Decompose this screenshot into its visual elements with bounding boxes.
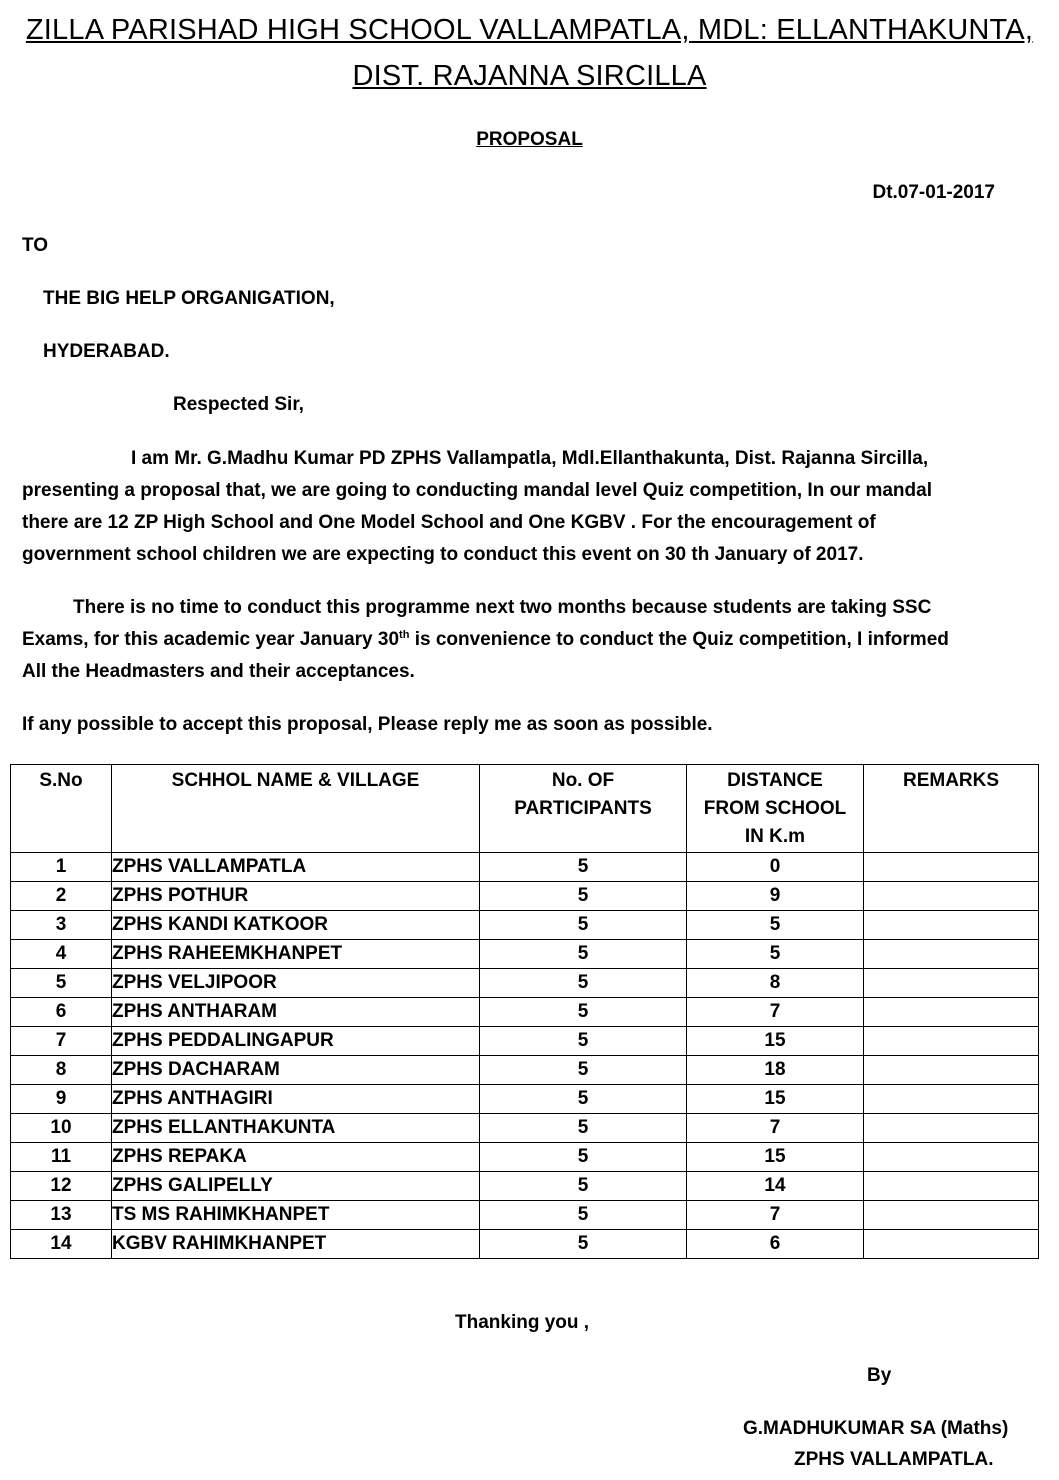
table-row — [11, 1114, 1039, 1143]
cell-remarks — [864, 1056, 1039, 1085]
paragraph-2-line — [22, 624, 1022, 656]
cell-remarks — [864, 969, 1039, 998]
cell-remarks — [864, 853, 1039, 882]
cell-participants: 5 — [480, 998, 687, 1027]
cell-school: ZPHS ANTHAGIRI — [112, 1085, 480, 1114]
table-row — [11, 853, 1039, 882]
cell-participants: 5 — [480, 853, 687, 882]
cell-distance: 15 — [687, 1085, 864, 1114]
cell-participants: 5 — [480, 1230, 687, 1259]
table-row — [11, 1230, 1039, 1259]
cell-sno: 10 — [11, 1114, 112, 1143]
cell-sno: 9 — [11, 1085, 112, 1114]
closing-thanks: Thanking you , — [455, 1312, 590, 1333]
cell-school: ZPHS VELJIPOOR — [112, 969, 480, 998]
table-row — [11, 1056, 1039, 1085]
cell-sno: 8 — [11, 1056, 112, 1085]
cell-sno: 3 — [11, 911, 112, 940]
address-organisation: THE BIG HELP ORGANIGATION, — [43, 288, 335, 309]
cell-sno: 4 — [11, 940, 112, 969]
cell-sno: 12 — [11, 1172, 112, 1201]
schools-table — [10, 764, 1039, 1259]
paragraph-1-line: I am Mr. G.Madhu Kumar PD ZPHS Vallampatla, Mdl.Ellanthakunta, Dist. Rajanna Sircilla, — [131, 448, 929, 469]
cell-participants: 5 — [480, 969, 687, 998]
cell-remarks — [864, 1027, 1039, 1056]
cell-distance: 0 — [687, 853, 864, 882]
table-row — [11, 1143, 1039, 1172]
cell-school: ZPHS VALLAMPATLA — [112, 853, 480, 882]
cell-sno: 14 — [11, 1230, 112, 1259]
cell-remarks — [864, 911, 1039, 940]
table-row — [11, 969, 1039, 998]
paragraph-2-text: is convenience to conduct the Quiz competition, I informed — [409, 629, 949, 650]
cell-school: TS MS RAHIMKHANPET — [112, 1201, 480, 1230]
paragraph-1-line: government school children we are expecting to conduct this event on 30 th January of 2017. — [22, 544, 864, 565]
table-row — [11, 911, 1039, 940]
cell-remarks — [864, 940, 1039, 969]
cell-distance: 5 — [687, 940, 864, 969]
cell-distance: 7 — [687, 1114, 864, 1143]
table-row — [11, 1027, 1039, 1056]
cell-remarks — [864, 998, 1039, 1027]
cell-school: ZPHS GALIPELLY — [112, 1172, 480, 1201]
address-to: TO — [22, 235, 49, 256]
cell-distance: 15 — [687, 1027, 864, 1056]
cell-distance: 8 — [687, 969, 864, 998]
cell-sno: 1 — [11, 853, 112, 882]
cell-remarks — [864, 882, 1039, 911]
header-sno: S.No — [11, 765, 112, 853]
cell-remarks — [864, 1085, 1039, 1114]
table-row — [11, 1172, 1039, 1201]
district-heading: DIST. RAJANNA SIRCILLA — [352, 60, 707, 92]
cell-participants: 5 — [480, 1172, 687, 1201]
paragraph-1-line: there are 12 ZP High School and One Model School and One KGBV . For the encouragement of — [22, 512, 876, 533]
cell-distance: 5 — [687, 911, 864, 940]
cell-school: ZPHS POTHUR — [112, 882, 480, 911]
cell-distance: 18 — [687, 1056, 864, 1085]
table-row — [11, 998, 1039, 1027]
header-school-name: SCHHOL NAME & VILLAGE — [112, 765, 480, 853]
cell-school: KGBV RAHIMKHANPET — [112, 1230, 480, 1259]
signatory-school: ZPHS VALLAMPATLA. — [794, 1449, 994, 1470]
cell-school: ZPHS PEDDALINGAPUR — [112, 1027, 480, 1056]
document-title: PROPOSAL — [476, 129, 583, 150]
cell-distance: 7 — [687, 998, 864, 1027]
body-paragraph-3: If any possible to accept this proposal, Please reply me as soon as possible. — [22, 714, 713, 735]
cell-distance: 6 — [687, 1230, 864, 1259]
cell-participants: 5 — [480, 1027, 687, 1056]
ordinal-suffix: th — [399, 629, 410, 641]
paragraph-2-line: All the Headmasters and their acceptances. — [22, 661, 415, 682]
paragraph-2-line: There is no time to conduct this programme next two months because students are taking SSC — [73, 597, 932, 618]
body-paragraph-2 — [22, 592, 1022, 688]
cell-participants: 5 — [480, 1114, 687, 1143]
cell-sno: 13 — [11, 1201, 112, 1230]
cell-school: ZPHS DACHARAM — [112, 1056, 480, 1085]
cell-participants: 5 — [480, 1143, 687, 1172]
cell-distance: 14 — [687, 1172, 864, 1201]
cell-distance: 15 — [687, 1143, 864, 1172]
cell-sno: 11 — [11, 1143, 112, 1172]
cell-school: ZPHS ANTHARAM — [112, 998, 480, 1027]
school-name-heading: ZILLA PARISHAD HIGH SCHOOL VALLAMPATLA, MDL: ELLANTHAKUNTA, — [25, 14, 1034, 46]
cell-sno: 5 — [11, 969, 112, 998]
table-row — [11, 940, 1039, 969]
cell-remarks — [864, 1172, 1039, 1201]
cell-participants: 5 — [480, 911, 687, 940]
cell-remarks — [864, 1143, 1039, 1172]
table-row — [11, 1201, 1039, 1230]
header-participants: No. OF PARTICIPANTS — [480, 765, 687, 853]
table-row — [11, 882, 1039, 911]
closing-by: By — [867, 1365, 892, 1386]
header-remarks: REMARKS — [864, 765, 1039, 853]
cell-remarks — [864, 1114, 1039, 1143]
cell-participants: 5 — [480, 1056, 687, 1085]
cell-participants: 5 — [480, 1085, 687, 1114]
cell-distance: 9 — [687, 882, 864, 911]
cell-distance: 7 — [687, 1201, 864, 1230]
cell-school: ZPHS REPAKA — [112, 1143, 480, 1172]
header-distance: DISTANCE FROM SCHOOL IN K.m — [687, 765, 864, 853]
cell-school: ZPHS KANDI KATKOOR — [112, 911, 480, 940]
salutation: Respected Sir, — [173, 394, 304, 415]
cell-sno: 6 — [11, 998, 112, 1027]
cell-participants: 5 — [480, 940, 687, 969]
address-city: HYDERABAD. — [43, 341, 170, 362]
paragraph-2-text: Exams, for this academic year January 30 — [22, 629, 400, 650]
document-date: Dt.07-01-2017 — [872, 182, 995, 203]
cell-school: ZPHS ELLANTHAKUNTA — [112, 1114, 480, 1143]
cell-remarks — [864, 1230, 1039, 1259]
signatory-name: G.MADHUKUMAR SA (Maths) — [743, 1418, 1009, 1439]
cell-participants: 5 — [480, 882, 687, 911]
table-row — [11, 1085, 1039, 1114]
cell-sno: 2 — [11, 882, 112, 911]
cell-remarks — [864, 1201, 1039, 1230]
table-header-row — [11, 765, 1039, 853]
body-paragraph-1 — [22, 443, 1022, 571]
cell-school: ZPHS RAHEEMKHANPET — [112, 940, 480, 969]
paragraph-1-line: presenting a proposal that, we are going to conducting mandal level Quiz competition, In our mandal — [22, 480, 932, 501]
cell-sno: 7 — [11, 1027, 112, 1056]
cell-participants: 5 — [480, 1201, 687, 1230]
